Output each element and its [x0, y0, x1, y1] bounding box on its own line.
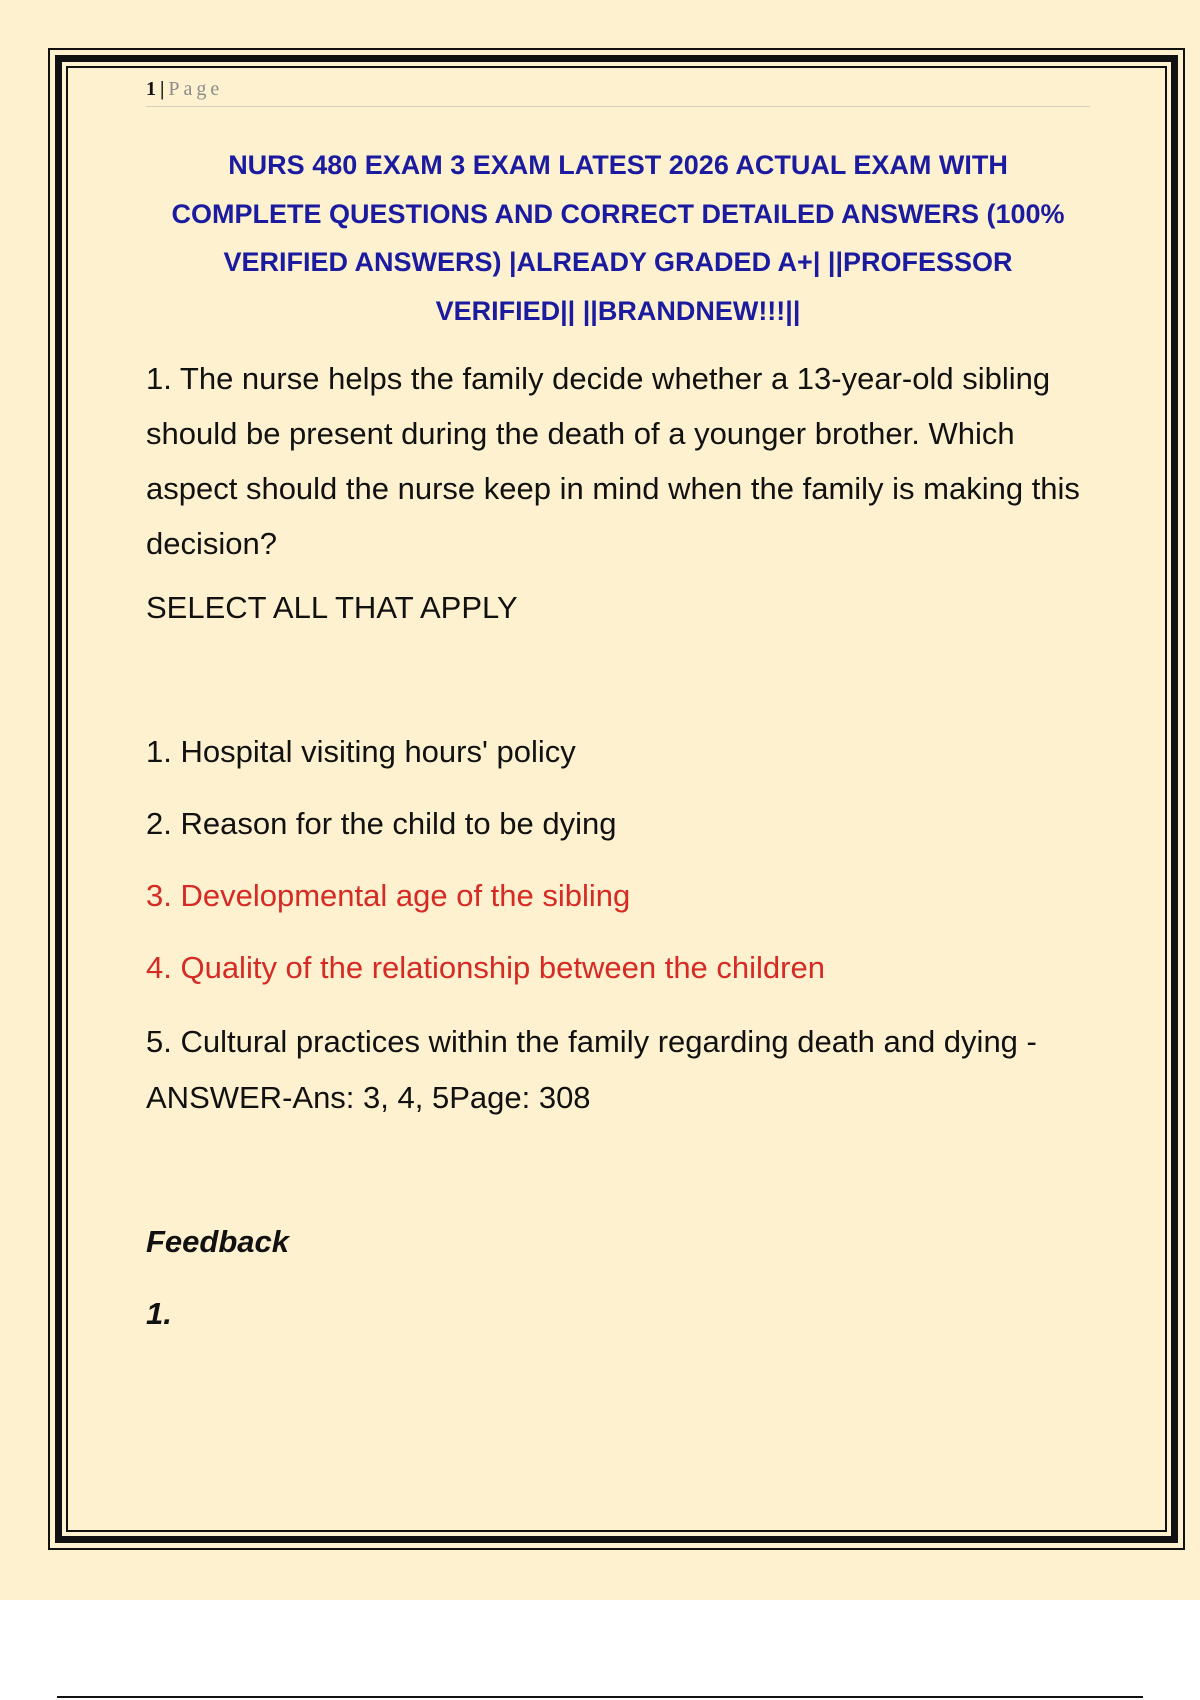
question-instruction: SELECT ALL THAT APPLY	[146, 590, 518, 625]
title-line: VERIFIED ANSWERS) |ALREADY GRADED A+| ||PROFESSOR	[223, 247, 1013, 277]
page-word: Page	[168, 78, 224, 100]
answer-option: 2. Reason for the child to be dying	[146, 806, 617, 841]
title-line: NURS 480 EXAM 3 EXAM LATEST 2026 ACTUAL EXAM WITH	[228, 150, 1008, 180]
answer-option-correct: 4. Quality of the relationship between the children	[146, 950, 825, 985]
document-title	[146, 141, 1090, 335]
footer-rule	[57, 1696, 1143, 1698]
feedback-item: 1.	[146, 1296, 172, 1331]
page-separator: |	[160, 78, 165, 100]
answer-options	[146, 732, 1090, 1126]
page-header	[146, 74, 1090, 107]
question-text: 1. The nurse helps the family decide whether a 13-year-old sibling should be present during the death of a younger brother. Which aspect should the nurse keep in mind when the family is making this decision?	[146, 361, 1080, 561]
title-line: VERIFIED|| ||BRANDNEW!!!||	[435, 295, 801, 326]
answer-option: 1. Hospital visiting hours' policy	[146, 734, 576, 769]
page-number: 1	[146, 78, 156, 100]
title-line: COMPLETE QUESTIONS AND CORRECT DETAILED ANSWERS (100%	[171, 198, 1065, 229]
feedback-heading: Feedback	[146, 1224, 290, 1259]
page-content	[146, 74, 1090, 1334]
answer-option-with-key: 5. Cultural practices within the family regarding death and dying - ANSWER-Ans: 3, 4, 5Page: 308	[146, 1024, 1037, 1115]
answer-option-correct: 3. Developmental age of the sibling	[146, 878, 631, 913]
